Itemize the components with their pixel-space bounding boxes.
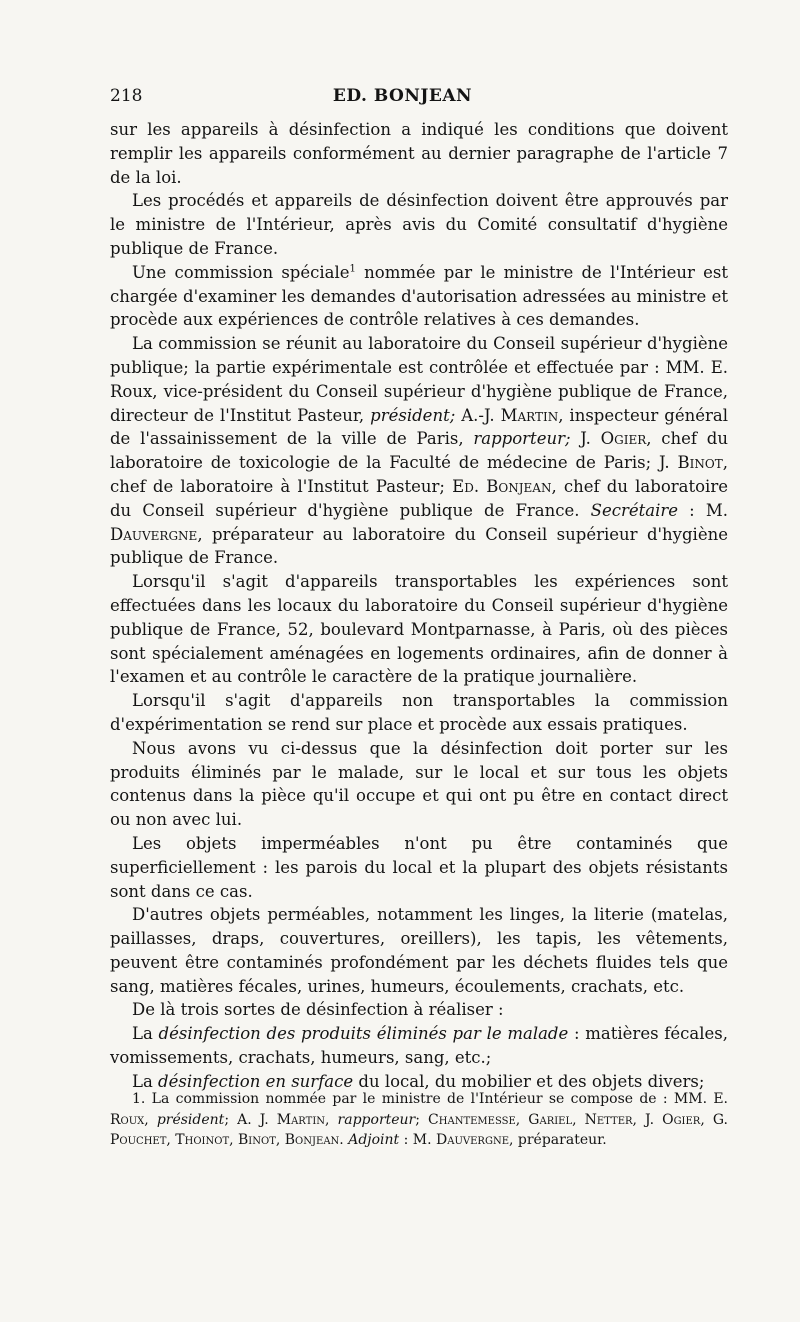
text-segment: , G. — [700, 1111, 728, 1128]
italic-text: rapporteur — [337, 1111, 416, 1128]
main-text — [110, 118, 728, 1094]
text-segment: , préparateur au laboratoire du Conseil supérieur d'hygiène publique de France. — [110, 524, 728, 568]
text-segment: : M. — [678, 500, 728, 520]
person-name: Roux — [110, 1111, 145, 1128]
person-name: Dauvergne — [436, 1132, 509, 1148]
text-segment: Une commission spéciale — [132, 262, 350, 282]
person-name: Dauvergne — [110, 524, 198, 544]
person-name: Chantemesse, Gariel, Netter — [428, 1111, 633, 1128]
text-segment: ; A. J. — [224, 1111, 277, 1128]
person-name: Martin — [276, 1111, 326, 1128]
paragraph-11 — [110, 1022, 728, 1070]
person-name: Binot — [677, 453, 723, 473]
text-segment: , — [325, 1111, 338, 1128]
paragraph-6: Lorsqu'il s'agit d'appareils non transportables la commission d'expérimentation se rend sur place et procède aux essais pratiques. — [110, 691, 728, 734]
paragraph-8: Les objets imperméables n'ont pu être contaminés que superficiellement : les parois du local et la plupart des objets résistants sont dans ce cas. — [110, 833, 728, 901]
paragraph-1: sur les appareils à désinfection a indiqué les conditions que doivent remplir les appareils conformément au dernier paragraphe de l'article 7 de la loi. — [110, 120, 728, 187]
italic-text: rapporteur; — [473, 429, 571, 449]
text-segment: ; — [415, 1111, 429, 1128]
text-segment: nommée par le ministre de l'Intérieur est chargée d'examiner les demandes d'autorisation adressées au ministre et procède aux expériences de contrôle relatives à ces demandes. — [110, 262, 728, 330]
running-title: ED. BONJEAN — [332, 86, 473, 106]
text-segment: , J. — [632, 1111, 663, 1128]
italic-text: président; — [370, 405, 456, 425]
person-name: Ed. Bonjean — [452, 476, 552, 496]
paragraph-2: Les procédés et appareils de désinfection doivent être approuvés par le ministre de l'Intérieur, après avis du Comité consultatif d'hygiène publique de France. — [110, 191, 728, 258]
text-segment: , chef du laboratoire de toxicologie de la Faculté de médecine de Paris; J. — [110, 429, 728, 473]
text-segment: , — [144, 1111, 157, 1128]
text-segment: : matières fécales, vomissements, crachats, humeurs, sang, etc.; — [110, 1024, 728, 1068]
text-segment: , chef du laboratoire du Conseil supérieur d'hygiène publique de France. — [110, 476, 728, 520]
text-segment: , chef de laboratoire à l'Institut Pasteur; — [110, 453, 728, 496]
italic-text: Secrétaire — [590, 500, 679, 520]
person-name: Ogier — [600, 429, 647, 449]
text-segment: 1. La commission nommée par le ministre de l'Intérieur se compose de : MM. E. — [132, 1091, 728, 1107]
text-segment: , inspecteur général de l'assainissement de la ville de Paris, — [110, 405, 728, 449]
italic-text: président — [156, 1111, 225, 1128]
running-header — [110, 86, 695, 110]
person-name: Martin — [500, 405, 559, 425]
italic-text: désinfection des produits éliminés par le malade — [158, 1024, 569, 1044]
paragraph-4 — [110, 332, 728, 570]
footnote-ref: 1 — [349, 263, 356, 275]
paragraph-9: D'autres objets perméables, notamment les linges, la literie (matelas, paillasses, draps, couvertures, oreillers), les tapis, les vêtements, peuvent être contaminés profondément par les déchets fluides tels que sang, matières fécales, urines, humeurs, écoulements, crachats, etc. — [110, 905, 728, 996]
footnotes — [110, 1089, 728, 1151]
text-segment: J. — [570, 429, 601, 449]
paragraph-10: De là trois sortes de désinfection à réaliser : — [132, 1000, 504, 1020]
paragraph-7: Nous avons vu ci-dessus que la désinfection doit porter sur les produits éliminés par le malade, sur le local et sur tous les objets contenus dans la pièce qu'il occupe et qui ont pu être en contact direct ou non avec lui. — [110, 738, 728, 830]
paragraph-3 — [110, 261, 728, 332]
text-segment: La — [132, 1071, 159, 1091]
text-segment: du local, du mobilier et des objets divers; — [353, 1071, 705, 1091]
page-number: 218 — [110, 86, 143, 106]
person-name: Ogier — [662, 1111, 701, 1128]
text-segment: A.-J. — [455, 405, 501, 425]
text-segment: , préparateur. — [509, 1132, 607, 1148]
paragraph-5: Lorsqu'il s'agit d'appareils transportables les expériences sont effectuées dans les locaux du laboratoire du Conseil supérieur d'hygiène publique de France, 52, boulevard Montparnasse, à Paris, où des pièces sont spécialement aménagées en logements ordinaires, afin de donner à l'examen et au contrôle le caractère de la pratique journalière. — [110, 572, 728, 687]
text-segment: La commission se réunit au laboratoire du Conseil supérieur d'hygiène publique; la partie expérimentale est contrôlée et effectuée par : MM. E. Roux, vice-président du Conseil supérieur d'hygiène publique de France, directeur de l'Institut Pasteur, — [110, 334, 728, 425]
footnote-1 — [110, 1089, 728, 1151]
text-segment: La — [132, 1024, 159, 1044]
text-segment: . — [339, 1132, 349, 1148]
italic-text: Adjoint — [348, 1132, 400, 1148]
text-segment: : M. — [399, 1132, 437, 1148]
person-name: Pouchet, Thoinot, Binot, Bonjean — [110, 1132, 340, 1148]
italic-text: désinfection en surface — [158, 1071, 354, 1091]
